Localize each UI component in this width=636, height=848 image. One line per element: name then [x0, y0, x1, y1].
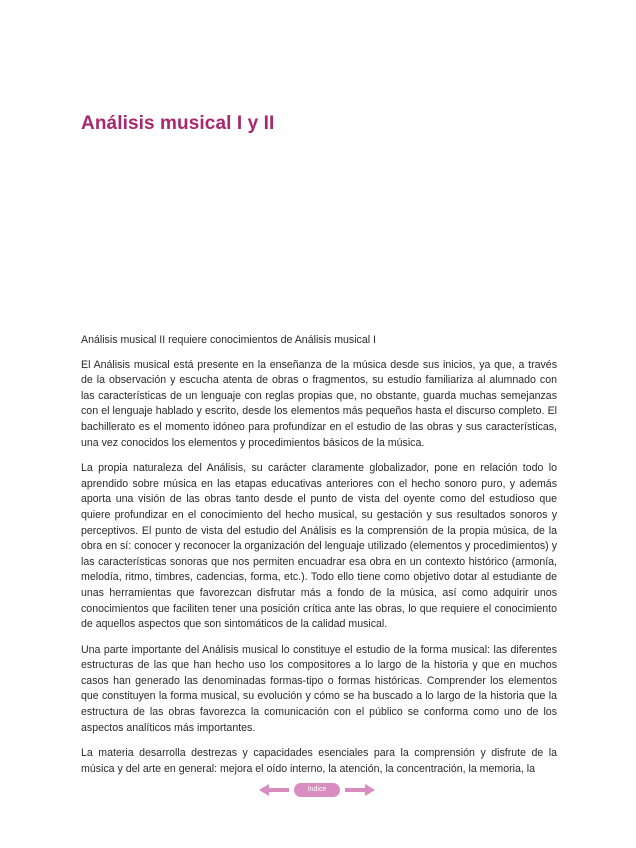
page-title: Análisis musical I y II: [81, 113, 275, 134]
paragraph: La propia naturaleza del Análisis, su carácter claramente globalizador, pone en relación todo lo aprendido sobre música en las etapas educativas anteriores con el hecho sonoro puro, y además aporta una visión de las obras tanto desde el punto de vista del oyente como del estudioso que quiere profundizar en el conocimiento del hecho musical, su gestación y sus resultados sonoros y perceptivos. El punto de vista del estudio del Análisis es la comprensión de la propia música, de la obra en sí: conocer y reconocer la organización del lenguaje utilizado (elementos y procedimientos) y las características sonoras que nos permiten encuadrar esa obra en un contexto histórico (armonía, melodía, ritmo, timbres, cadencias, forma, etc.). Todo ello tiene como objetivo dotar al estudiante de unas herramientas que favorezcan disfrutar más a fondo de la música, así como adquirir unos conocimientos que faciliten tener una posición crítica ante las obras, lo que requiere el conocimiento de aquellos aspectos que son sintomáticos de la calidad musical.: [81, 462, 557, 631]
footer-navigation: [258, 782, 378, 798]
index-button[interactable]: índice: [294, 783, 340, 797]
requirement-note: Análisis musical II requiere conocimientos de Análisis musical I: [81, 334, 376, 346]
previous-page-arrow-icon[interactable]: [258, 782, 290, 798]
paragraph: La materia desarrolla destrezas y capacidades esenciales para la comprensión y disfrute de la música y del arte en general: mejora el oído interno, la atención, la concentración, la memoria, la: [81, 747, 557, 775]
next-page-arrow-icon[interactable]: [344, 782, 376, 798]
paragraph: Una parte importante del Análisis musical lo constituye el estudio de la forma musical: las diferentes estructuras de las que han hecho uso los compositores a lo largo de la historia y que en muchos casos han generado las denominadas formas-tipo o formas históricas. Comprender los elementos que constituyen la forma musical, su evolución y cómo se ha buscado a lo largo de la historia que la estructura de las obras favorezca la comunicación con el público se conforma como uno de los aspectos analíticos más importantes.: [81, 643, 557, 734]
paragraph: El Análisis musical está presente en la enseñanza de la música desde sus inicios, ya que, a través de la observación y escucha atenta de obras o fragmentos, su estudio familiariza al alumnado con las características de un lenguaje con reglas propias que, no obstante, guarda muchas semejanzas con el lenguaje hablado y escrito, desde los elementos más pequeños hasta el discurso completo. El bachillerato es el momento idóneo para profundizar en el estudio de las obras y sus características, una vez conocidos los elementos y procedimientos básicos de la música.: [81, 358, 557, 449]
body-text: [81, 333, 557, 787]
